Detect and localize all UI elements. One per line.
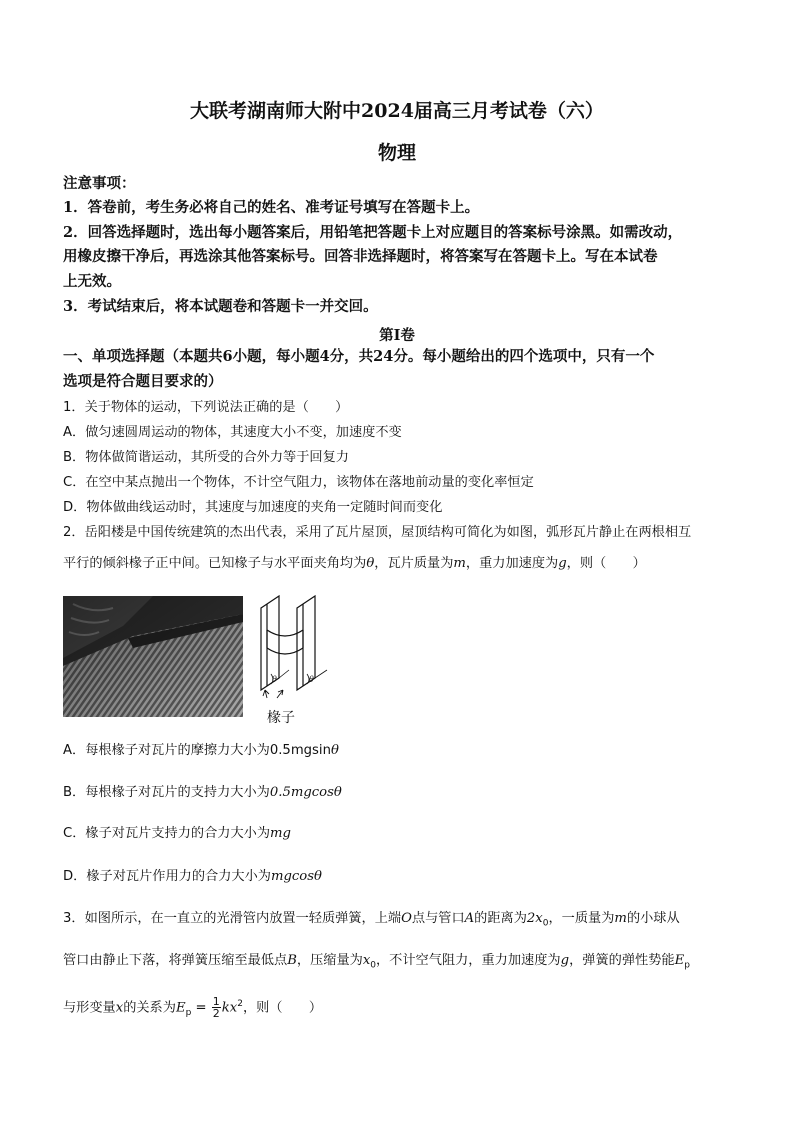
q2-option-a: A．每根椽子对瓦片的摩擦力大小为0.5mgsinθ	[63, 743, 339, 758]
exam-title: 大联考湖南师大附中2024届高三月考试卷（六）	[190, 100, 604, 122]
q1-option-b: B．物体做简谐运动，其所受的合外力等于回复力	[63, 450, 349, 465]
q2-option-c: C．椽子对瓦片支持力的合力大小为mg	[63, 826, 291, 841]
fraction-numerator: 1	[212, 994, 220, 1008]
q2-option-b: B．每根椽子对瓦片的支持力大小为0.5mgcosθ	[63, 785, 342, 800]
fraction-denominator: 2	[212, 1006, 220, 1020]
q1-option-d: D．物体做曲线运动时，其速度与加速度的夹角一定随时间而变化	[63, 500, 443, 515]
section-heading: 一、单项选择题（本题共6小题，每小题4分，共24分。每小题给出的四个选项中，只有一个	[63, 348, 655, 365]
rafter-label: 椽子	[267, 710, 295, 726]
volume-heading: 第Ⅰ卷	[379, 327, 415, 344]
notice-item-2-end: 上无效。	[63, 273, 121, 290]
roof-photo	[63, 596, 243, 717]
q2-stem-line1: 2．岳阳楼是中国传统建筑的杰出代表，采用了瓦片屋顶，屋顶结构可简化为如图，弧形瓦片静止在两根相互	[63, 525, 692, 540]
notice-heading: 注意事项：	[63, 175, 136, 192]
notice-item-2: 2．回答选择题时，选出每小题答案后，用铅笔把答题卡上对应题目的答案标号涂黑。如需改动，	[63, 224, 683, 241]
q1-option-c: C．在空中某点抛出一个物体，不计空气阻力，该物体在落地前动量的变化率恒定	[63, 475, 534, 490]
q2-stem-line2: 平行的倾斜椽子正中间。已知椽子与水平面夹角均为θ，瓦片质量为m，重力加速度为g，则（ ）	[63, 556, 646, 571]
svg-text:θ: θ	[272, 675, 277, 684]
notice-item-1: 1．答卷前，考生务必将自己的姓名、准考证号填写在答题卡上。	[63, 199, 480, 216]
svg-text:θ: θ	[309, 675, 314, 684]
notice-item-3: 3．考试结束后，将本试题卷和答题卡一并交回。	[63, 298, 378, 315]
q1-option-a: A．做匀速圆周运动的物体，其速度大小不变，加速度不变	[63, 425, 402, 440]
q3-line2: 管口由静止下落，将弹簧压缩至最低点B，压缩量为$x_0$，不计空气阻力，重力加速度为g，弹簧的弹性势能$E_p$	[63, 953, 690, 971]
rafter-diagram	[255, 590, 337, 722]
notice-item-2-cont: 用橡皮擦干净后，再选涂其他答案标号。回答非选择题时，将答案写在答题卡上。写在本试卷	[63, 248, 658, 265]
q2-option-d: D．椽子对瓦片作用力的合力大小为mgcosθ	[63, 869, 322, 884]
q3-line3: 与形变量x的关系为$E_p$ = $\frac{1}{2}$ $kx^2$，则（ ）	[63, 994, 323, 1020]
q1-stem: 1．关于物体的运动，下列说法正确的是（ ）	[63, 400, 349, 415]
section-heading-cont: 选项是符合题目要求的）	[63, 373, 223, 390]
subject-title: 物理	[377, 142, 416, 164]
q3-line1: 3．如图所示，在一直立的光滑管内放置一轻质弹簧，上端O点与管口A的距离为$2x_0$，一质量为m的小球从	[63, 911, 680, 929]
